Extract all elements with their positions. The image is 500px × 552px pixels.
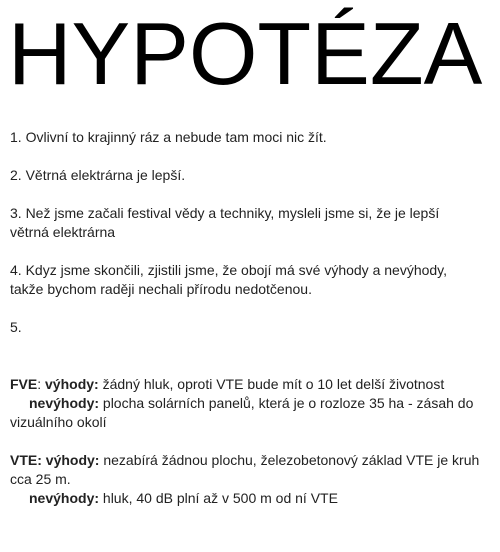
vte-cons-line: [10, 489, 480, 508]
fve-cons-label: nevýhody:: [29, 395, 100, 411]
fve-cons-text: plocha solárních panelů, která je o rozloze 35 ha - zásah do vizuálního okolí: [10, 395, 474, 430]
spacer: [10, 356, 480, 375]
hypothesis-3: 3. Než jsme začali festival vědy a techniky, mysleli jsme si, že je lepší větrná elektrárna: [10, 205, 440, 240]
hypothesis-1: 1. Ovlivní to krajinný ráz a nebude tam moci nic žít.: [10, 129, 327, 145]
vte-pros-text: nezabírá žádnou plochu, železobetonový základ VTE je kruh cca 25 m.: [10, 452, 480, 487]
vte-label: VTE: výhody:: [10, 452, 100, 468]
fve-pros-label: výhody:: [45, 376, 99, 392]
vte-cons-text: hluk, 40 dB plní až v 500 m od ní VTE: [99, 490, 338, 506]
fve-colon: :: [37, 376, 42, 392]
vte-section: [10, 451, 480, 508]
fve-cons-line: [10, 394, 480, 432]
slide-body: [10, 128, 480, 527]
fve-pros-line: [10, 375, 480, 394]
vte-cons-label: nevýhody:: [29, 490, 100, 506]
fve-section: [10, 375, 480, 432]
vte-pros-line: [10, 451, 480, 489]
slide-title: HYPOTÉZA: [8, 4, 483, 103]
hypothesis-5: 5.: [10, 319, 22, 335]
hypothesis-4: 4. Kdyz jsme skončili, zjistili jsme, že obojí má své výhody a nevýhody, takže bychom raději nechali přírodu nedotčenou.: [10, 262, 448, 297]
fve-label: FVE: [10, 376, 38, 392]
hypothesis-2: 2. Větrná elektrárna je lepší.: [10, 167, 186, 183]
fve-pros-text: žádný hluk, oproti VTE bude mít o 10 let delší životnost: [98, 376, 445, 392]
